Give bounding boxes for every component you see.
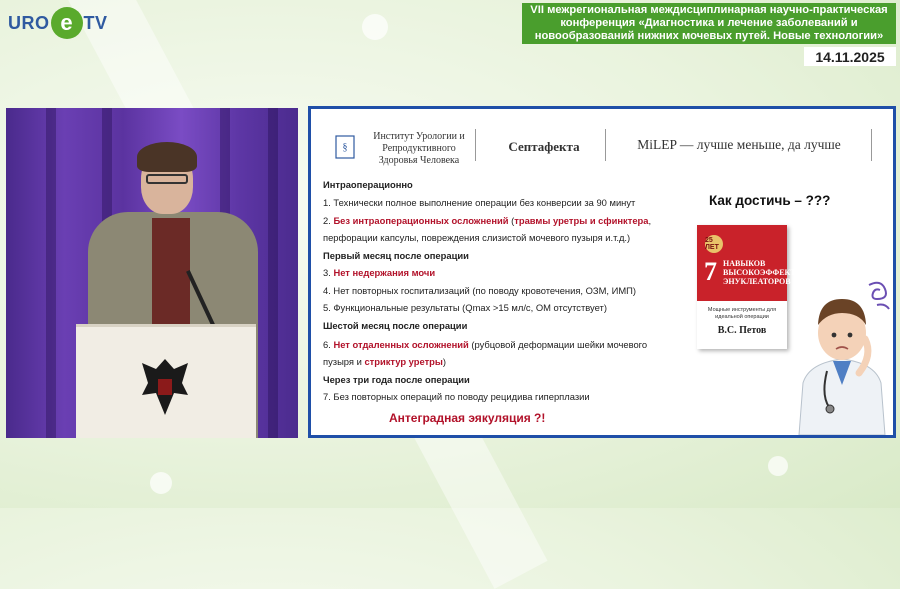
text-fragment: 6. bbox=[323, 339, 334, 350]
highlight-text: Без интраоперационных осложнений bbox=[333, 215, 509, 226]
section-heading: Через три года после операции bbox=[323, 374, 470, 385]
curtain-fold bbox=[268, 108, 278, 438]
header-divider bbox=[475, 129, 476, 161]
text-fragment: пузыря и bbox=[323, 356, 365, 367]
logo-e-icon: e bbox=[51, 7, 83, 39]
text-fragment: 2. bbox=[323, 215, 334, 226]
urotv-logo bbox=[8, 4, 108, 42]
section-heading: Первый месяц после операции bbox=[323, 250, 469, 261]
text-fragment: ) bbox=[442, 356, 447, 367]
glasses-icon bbox=[146, 174, 188, 184]
institute-name: Институт Урологии и Репродуктивного Здоровья Человека bbox=[373, 131, 465, 166]
book-cover-image bbox=[697, 225, 828, 349]
highlight-text: Нет отдаленных осложнений bbox=[333, 339, 469, 350]
curtain-fold bbox=[46, 108, 56, 438]
book-subtitle: Мощные инструменты для идеальной операции bbox=[707, 307, 777, 320]
header-divider bbox=[871, 129, 872, 161]
criterion-1: 1. Технически полное выполнение операции без конверсии за 90 минут bbox=[323, 197, 636, 208]
criterion-2-continued: перфорации капсулы, повреждения слизистой мочевого пузыря и.т.д.) bbox=[323, 232, 631, 243]
logo-text-tv: TV bbox=[83, 12, 108, 33]
highlight-text: травмы уретры и сфинктера bbox=[514, 215, 649, 226]
header-divider bbox=[605, 129, 606, 161]
antegrade-ejaculation-note: Антеградная эякуляция ?! bbox=[389, 411, 546, 425]
speaker-shirt bbox=[152, 218, 190, 328]
svg-text:§: § bbox=[342, 142, 348, 153]
section-heading: Интраоперационно bbox=[323, 179, 413, 190]
confused-doctor-illustration bbox=[789, 275, 895, 435]
slide-header bbox=[311, 109, 893, 171]
criterion-4: 4. Нет повторных госпитализаций (по поводу кровотечения, ОЗМ, ИМП) bbox=[323, 285, 637, 296]
criterion-5: 5. Функциональные результаты (Qmax >15 мл/с, ОМ отсутствует) bbox=[323, 302, 607, 313]
header-tab-milep: MiLEP — лучше меньше, да лучше bbox=[637, 137, 841, 152]
conference-banner: VII межрегиональная междисциплинарная научно-практическая конференция «Диагностика и лечение заболеваний и новообразований нижних мочевых путей. Новые технологии» bbox=[522, 3, 896, 44]
logo-text-uro: URO bbox=[8, 12, 50, 33]
text-fragment: 3. bbox=[323, 267, 334, 278]
bokeh-decoration bbox=[768, 456, 788, 476]
book-number: 7 bbox=[704, 257, 717, 286]
speaker-hair bbox=[137, 142, 197, 172]
bokeh-decoration bbox=[150, 472, 172, 494]
section-heading: Шестой месяц после операции bbox=[323, 320, 468, 331]
question-heading: Как достичь – ??? bbox=[709, 193, 831, 208]
highlight-text: Нет недержания мочи bbox=[333, 267, 436, 278]
institute-logo-icon bbox=[335, 135, 355, 159]
bokeh-decoration bbox=[362, 14, 388, 40]
presentation-slide bbox=[308, 106, 896, 438]
highlight-text: стриктур уретры bbox=[364, 356, 443, 367]
criterion-2 bbox=[323, 215, 651, 226]
book-author: В.С. Петов bbox=[717, 325, 767, 336]
text-fragment: (рубцовой деформации шейки мочевого bbox=[468, 339, 648, 350]
coat-of-arms-icon bbox=[137, 352, 193, 422]
header-tab-septafecta: Септафекта bbox=[508, 139, 580, 154]
criterion-6 bbox=[323, 339, 647, 350]
text-fragment: , bbox=[648, 215, 652, 226]
criterion-3 bbox=[323, 267, 435, 278]
criterion-7: 7. Без повторных операций по поводу рецидива гиперплазии bbox=[323, 391, 590, 402]
conference-date: 14.11.2025 bbox=[804, 47, 896, 66]
book-title: НАВЫКОВ ВЫСОКОЭФФЕКТИВНЫХ ЭНУКЛЕАТОРОВ bbox=[723, 259, 828, 286]
criterion-6-continued bbox=[323, 356, 446, 367]
text-fragment: ( bbox=[508, 215, 515, 226]
speaker-video bbox=[6, 108, 298, 438]
book-badge: 25 ЛЕТ bbox=[705, 235, 723, 253]
